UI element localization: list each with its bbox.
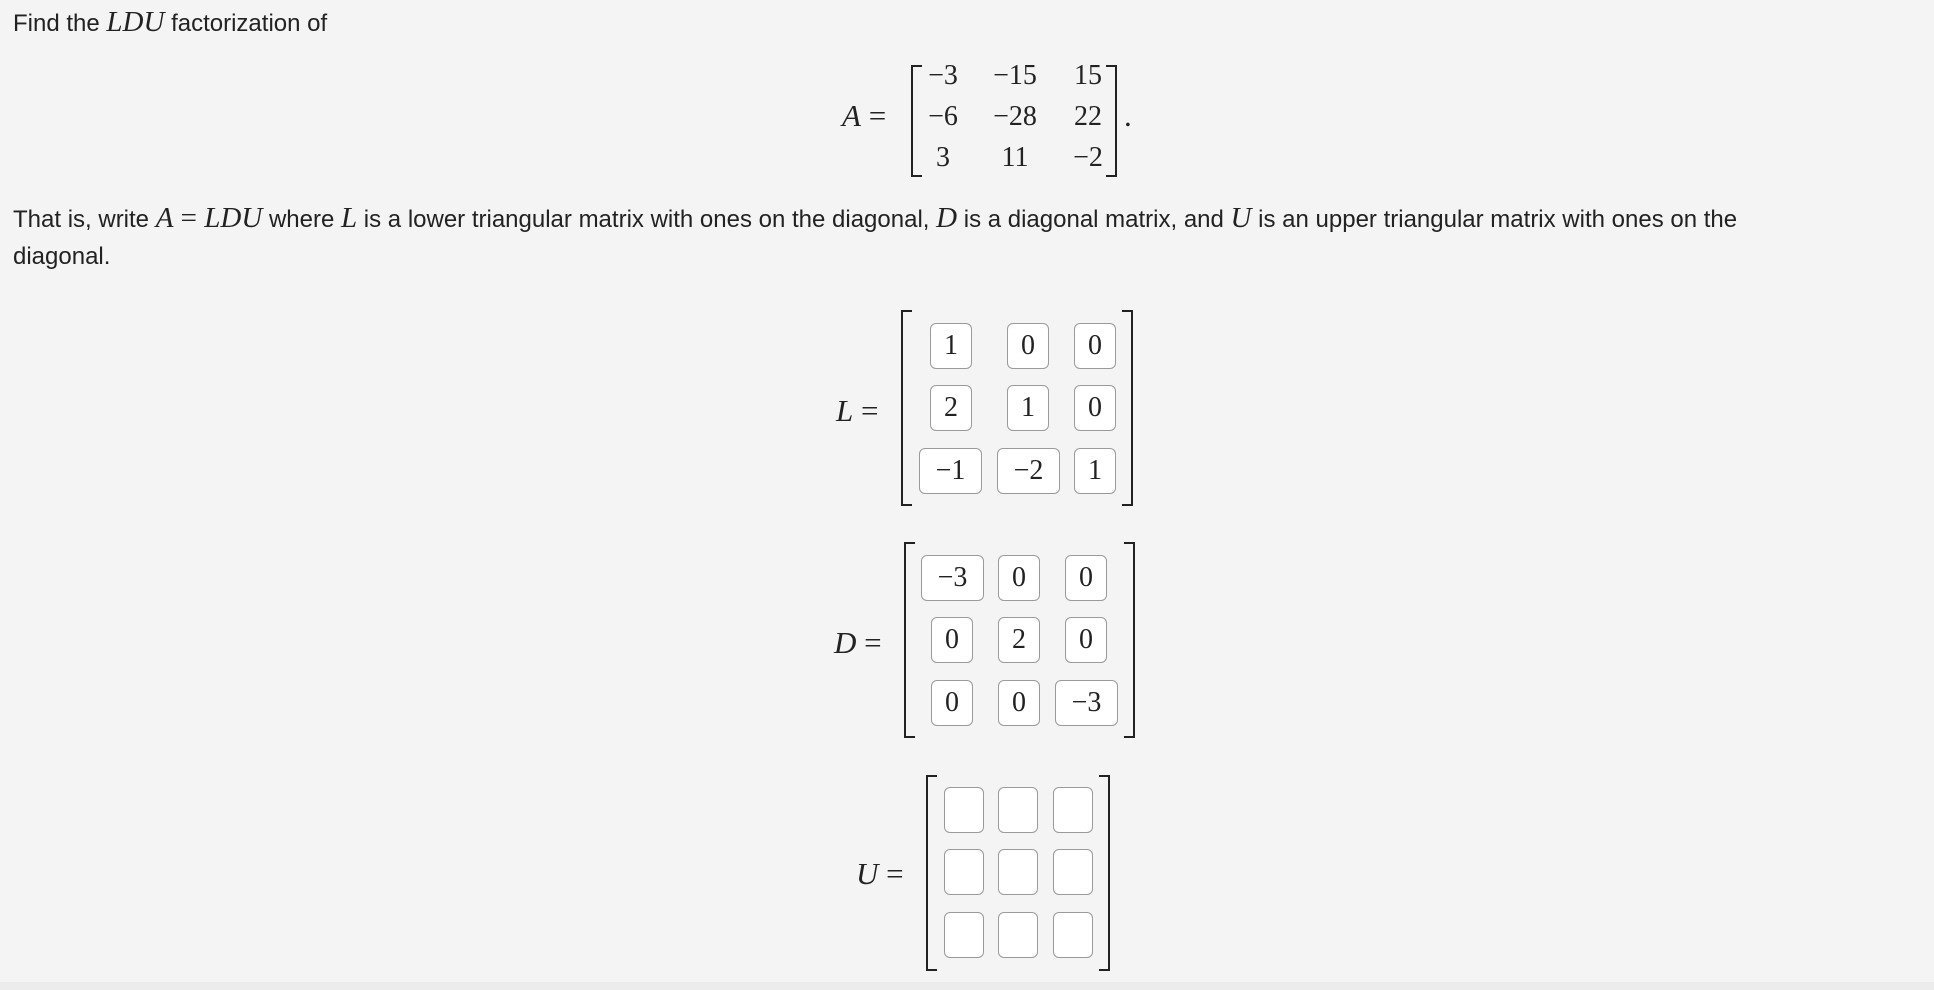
matrix-d-input[interactable]: 0 <box>931 617 973 663</box>
intro-text-after: factorization of <box>164 10 328 37</box>
matrix-a-cell: 15 <box>1074 60 1102 91</box>
explanation-var-l: L <box>341 202 358 234</box>
intro-var-ldu: LDU <box>106 6 165 38</box>
matrix-a-cell: −28 <box>993 101 1037 132</box>
matrix-u-input[interactable] <box>1053 912 1093 958</box>
explanation-text: is an upper triangular matrix with ones on the <box>1251 206 1738 233</box>
matrix-l-input[interactable]: 0 <box>1074 323 1116 369</box>
matrix-a-cell: −6 <box>928 101 958 132</box>
matrix-l-label: L = <box>836 393 879 428</box>
explanation-text: That is, write <box>13 206 156 233</box>
matrix-l-left-bracket <box>901 310 912 506</box>
intro-text-before: Find the <box>13 10 107 37</box>
matrix-u-input[interactable] <box>998 849 1038 895</box>
matrix-d-input[interactable]: 0 <box>998 680 1040 726</box>
matrix-a-cell: 22 <box>1074 101 1102 132</box>
explanation-paragraph <box>13 200 1913 275</box>
matrix-d-input[interactable]: 0 <box>1065 617 1107 663</box>
matrix-u-input[interactable] <box>1053 849 1093 895</box>
matrix-l-right-bracket <box>1122 310 1133 506</box>
matrix-u-input[interactable] <box>998 912 1038 958</box>
matrix-u-label: U = <box>856 856 904 891</box>
matrix-u-input[interactable] <box>944 912 984 958</box>
explanation-text: is a diagonal matrix, and <box>957 206 1231 233</box>
matrix-d-left-bracket <box>904 542 915 738</box>
explanation-var-ldu: LDU <box>204 202 263 234</box>
matrix-a-cell: −3 <box>928 60 958 91</box>
matrix-d-input[interactable]: 0 <box>1065 555 1107 601</box>
matrix-a-period: . <box>1124 98 1132 133</box>
matrix-d-label: D = <box>834 625 882 660</box>
matrix-d-right-bracket <box>1124 542 1135 738</box>
matrix-u-input[interactable] <box>944 849 984 895</box>
explanation-var-d: D <box>936 202 958 234</box>
matrix-d-input[interactable]: 0 <box>931 680 973 726</box>
matrix-u-input[interactable] <box>998 787 1038 833</box>
explanation-var-a: A <box>155 202 174 234</box>
matrix-l-input[interactable]: −1 <box>919 448 982 494</box>
matrix-l-input[interactable]: 1 <box>930 323 972 369</box>
matrix-l-input[interactable]: −2 <box>997 448 1060 494</box>
explanation-var-u: U <box>1230 202 1252 234</box>
matrix-u-input[interactable] <box>944 787 984 833</box>
explanation-equals: = <box>173 202 205 234</box>
matrix-u-left-bracket <box>926 775 937 971</box>
matrix-a-cell: 11 <box>1001 142 1029 173</box>
matrix-d-input[interactable]: −3 <box>1055 680 1118 726</box>
matrix-l-input[interactable]: 1 <box>1007 385 1049 431</box>
matrix-d-input[interactable]: 0 <box>998 555 1040 601</box>
matrix-d-input[interactable]: 2 <box>998 617 1040 663</box>
matrix-l-input[interactable]: 2 <box>930 385 972 431</box>
matrix-l-input[interactable]: 0 <box>1074 385 1116 431</box>
matrix-d-input[interactable]: −3 <box>921 555 984 601</box>
matrix-u-right-bracket <box>1099 775 1110 971</box>
matrix-l-input[interactable]: 1 <box>1074 448 1116 494</box>
matrix-a-cell: 3 <box>936 142 950 173</box>
matrix-u-input[interactable] <box>1053 787 1093 833</box>
matrix-l-input[interactable]: 0 <box>1007 323 1049 369</box>
explanation-text: is a lower triangular matrix with ones on the diagonal, <box>357 206 937 233</box>
page-bottom-edge <box>0 982 1934 990</box>
matrix-a-cell: −2 <box>1073 142 1103 173</box>
question-intro <box>13 4 327 42</box>
explanation-text: where <box>262 206 341 233</box>
explanation-text-line2: diagonal. <box>13 243 111 270</box>
matrix-a-cell: −15 <box>993 60 1037 91</box>
matrix-a-label: A = <box>842 98 887 133</box>
